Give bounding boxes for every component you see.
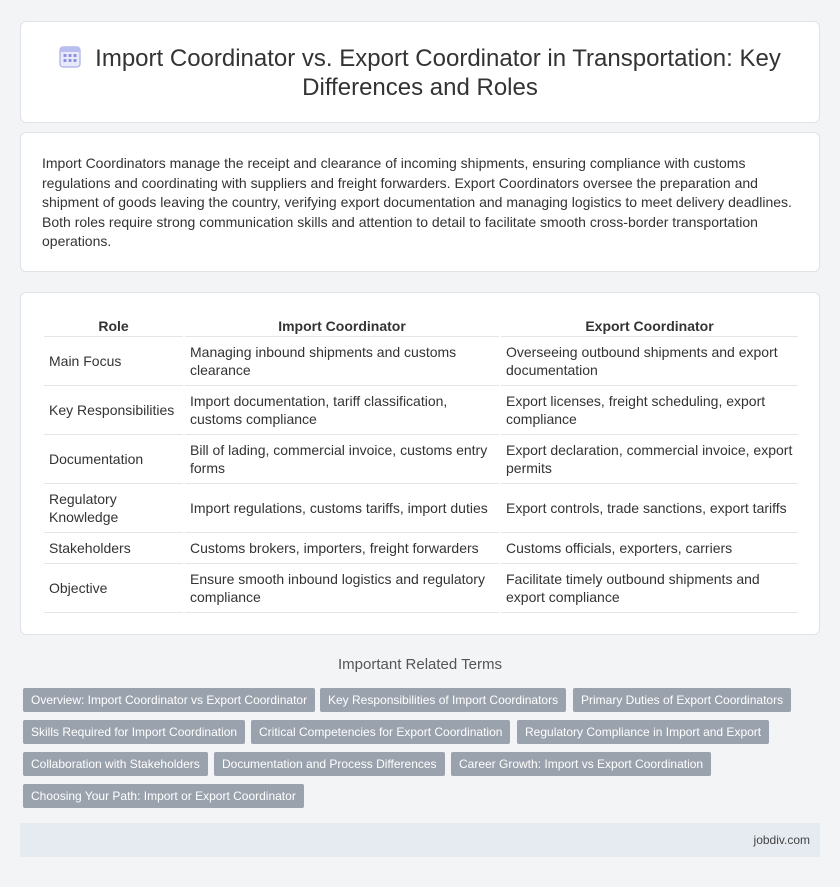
intro-paragraph: Import Coordinators manage the receipt and clearance of incoming shipments, ensuring compliance with customs regulations and coordinating with suppliers and freight forwarders. Export Coordinators oversee the preparation and shipment of goods leaving the country, verifying export documentation and managing logistics to meet delivery deadlines. Both roles require strong communication skills and attention to detail to facilitate smooth cross-border transportation operations. xyxy=(42,155,792,250)
header-role: Role xyxy=(44,315,183,337)
row-label: Regulatory Knowledge xyxy=(44,484,183,533)
page-title-wrap xyxy=(21,44,819,102)
related-term-tag[interactable]: Overview: Import Coordinator vs Export Coordinator xyxy=(23,688,315,712)
footer-site-link[interactable]: jobdiv.com xyxy=(753,833,810,847)
row-label: Objective xyxy=(44,564,183,613)
export-cell: Facilitate timely outbound shipments and export compliance xyxy=(501,564,798,613)
row-label: Main Focus xyxy=(44,337,183,386)
table-row xyxy=(44,564,798,613)
import-cell: Bill of lading, commercial invoice, customs entry forms xyxy=(185,435,499,484)
comparison-card xyxy=(20,292,820,635)
import-cell: Customs brokers, importers, freight forwarders xyxy=(185,533,499,564)
row-label: Key Responsibilities xyxy=(44,386,183,435)
export-cell: Export declaration, commercial invoice, export permits xyxy=(501,435,798,484)
related-term-tag[interactable]: Choosing Your Path: Import or Export Coordinator xyxy=(23,784,304,808)
table-row xyxy=(44,435,798,484)
import-cell: Import documentation, tariff classification, customs compliance xyxy=(185,386,499,435)
related-term-tag[interactable]: Documentation and Process Differences xyxy=(214,752,445,776)
row-label: Documentation xyxy=(44,435,183,484)
table-header-row xyxy=(44,315,798,337)
table-row xyxy=(44,533,798,564)
import-cell: Managing inbound shipments and customs clearance xyxy=(185,337,499,386)
related-term-tag[interactable]: Regulatory Compliance in Import and Export xyxy=(517,720,769,744)
page-title: Import Coordinator vs. Export Coordinator in Transportation: Key Differences and Roles xyxy=(95,45,781,101)
related-term-tag[interactable]: Key Responsibilities of Import Coordinators xyxy=(320,688,566,712)
header-import: Import Coordinator xyxy=(185,315,499,337)
related-term-tag[interactable]: Primary Duties of Export Coordinators xyxy=(573,688,791,712)
header-export: Export Coordinator xyxy=(501,315,798,337)
row-label: Stakeholders xyxy=(44,533,183,564)
table-row xyxy=(44,484,798,533)
table-row xyxy=(44,386,798,435)
intro-card xyxy=(20,132,820,272)
title-card xyxy=(20,21,820,123)
comparison-table xyxy=(42,315,800,613)
related-term-tag[interactable]: Critical Competencies for Export Coordination xyxy=(251,720,510,744)
export-cell: Export controls, trade sanctions, export tariffs xyxy=(501,484,798,533)
export-cell: Customs officials, exporters, carriers xyxy=(501,533,798,564)
related-term-tag[interactable]: Skills Required for Import Coordination xyxy=(23,720,245,744)
export-cell: Overseeing outbound shipments and export documentation xyxy=(501,337,798,386)
footer xyxy=(20,823,820,857)
import-cell: Import regulations, customs tariffs, import duties xyxy=(185,484,499,533)
calendar-icon xyxy=(59,44,81,68)
table-row xyxy=(44,337,798,386)
related-term-tag[interactable]: Collaboration with Stakeholders xyxy=(23,752,208,776)
export-cell: Export licenses, freight scheduling, export compliance xyxy=(501,386,798,435)
related-terms-heading: Important Related Terms xyxy=(338,656,502,673)
related-term-tag[interactable]: Career Growth: Import vs Export Coordination xyxy=(451,752,711,776)
import-cell: Ensure smooth inbound logistics and regulatory compliance xyxy=(185,564,499,613)
